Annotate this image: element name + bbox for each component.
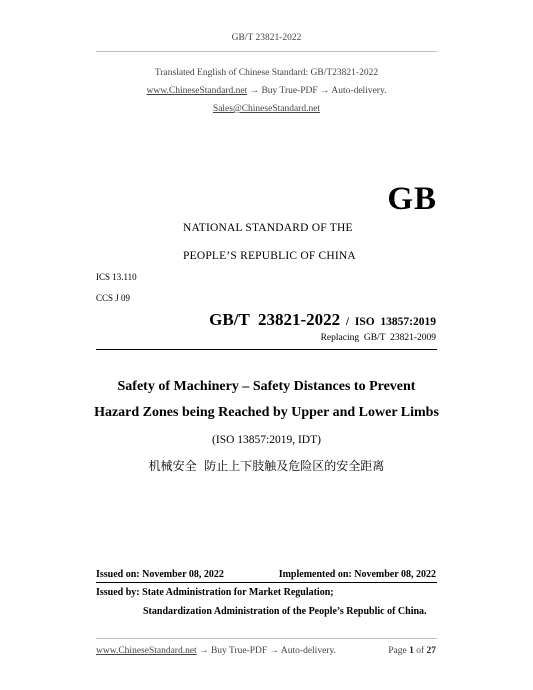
ccs-code: CCS J 09 <box>96 293 131 303</box>
email-link[interactable]: Sales@ChineseStandard.net <box>212 104 321 114</box>
issuer-line2: Standardization Administration of the People’s Republic of China. <box>143 606 427 617</box>
purchase-text: → Buy True-PDF → Auto-delivery. <box>247 86 387 96</box>
national-standard-line1: NATIONAL STANDARD OF THE <box>183 222 353 234</box>
purchase-banner <box>0 86 533 96</box>
dates-rule <box>96 582 437 583</box>
page-label: Page <box>388 646 407 656</box>
standard-separator: / <box>340 316 355 328</box>
footer-purchase <box>96 646 336 656</box>
footer-rule <box>96 638 437 639</box>
site-link[interactable]: www.ChineseStandard.net <box>146 86 248 96</box>
national-standard-line2: PEOPLE’S REPUBLIC OF CHINA <box>183 250 356 262</box>
page-indicator <box>388 646 436 656</box>
header-rule <box>96 51 437 52</box>
of-label: of <box>416 646 425 656</box>
chinese-title: 机械安全 防止上下肢触及危险区的安全距离 <box>148 459 385 473</box>
title-rule <box>96 349 437 350</box>
replacing-note: Replacing GB/T 23821-2009 <box>320 333 436 343</box>
running-header: GB/T 23821-2022 <box>231 33 302 43</box>
page-total: 27 <box>426 646 436 656</box>
ics-code: ICS 13.110 <box>96 272 137 282</box>
implemented-date: Implemented on: November 08, 2022 <box>278 569 436 580</box>
page-number: 1 <box>409 646 414 656</box>
footer-site-link[interactable]: www.ChineseStandard.net <box>96 646 197 656</box>
standard-number: GB/T 23821-2022 <box>209 310 341 329</box>
gb-logo: GB <box>387 181 437 217</box>
title-line1: Safety of Machinery – Safety Distances to Prevent <box>117 379 416 394</box>
iso-equivalent: ISO 13857:2019 <box>354 316 436 328</box>
iso-reference: (ISO 13857:2019, IDT) <box>212 434 321 446</box>
translation-banner: Translated English of Chinese Standard: GB/T23821-2022 <box>154 68 379 78</box>
standard-number-line <box>209 310 436 330</box>
issued-by: Issued by: State Administration for Market Regulation; <box>96 587 334 598</box>
footer-purchase-text: → Buy True-PDF → Auto-delivery. <box>196 646 336 656</box>
title-line2: Hazard Zones being Reached by Upper and Lower Limbs <box>94 405 439 420</box>
email-banner <box>0 104 533 114</box>
issued-date: Issued on: November 08, 2022 <box>96 569 224 580</box>
